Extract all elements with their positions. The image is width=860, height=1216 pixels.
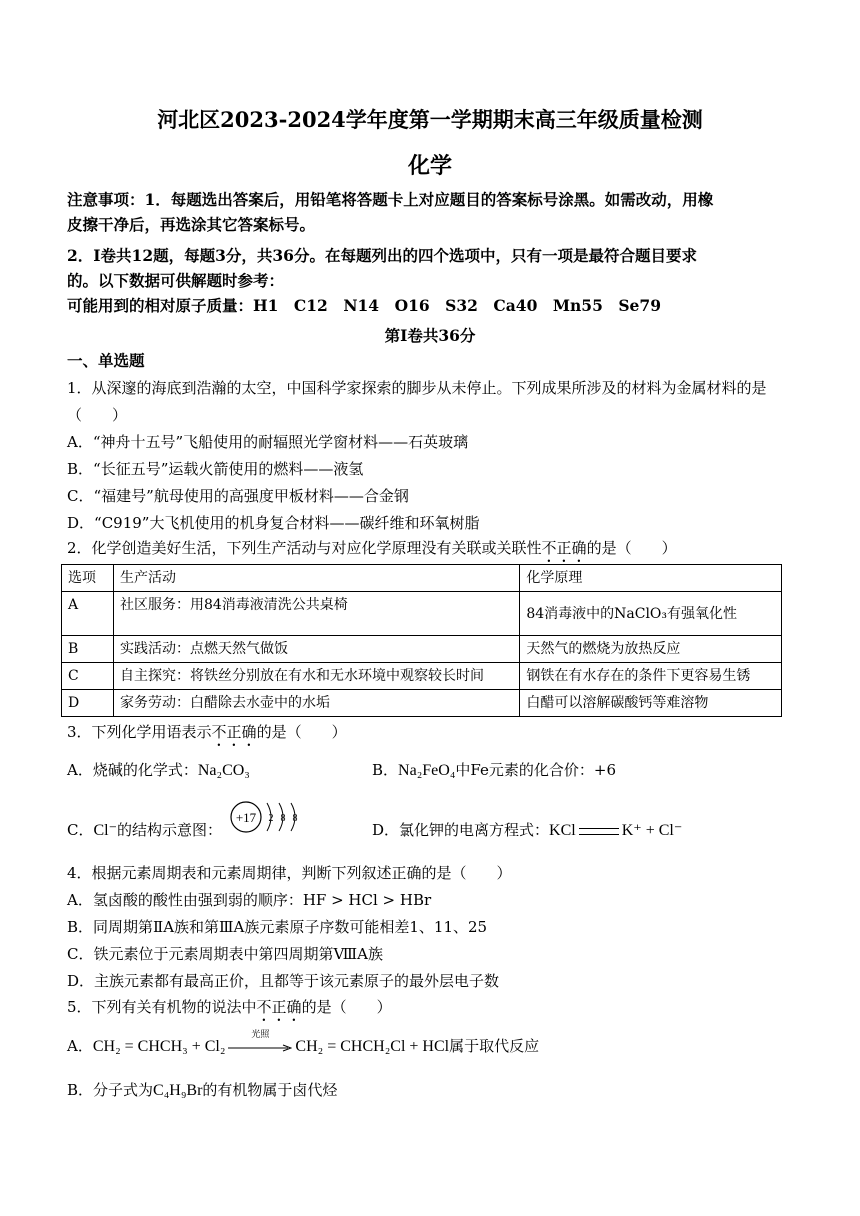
q5-a-right: CH₂ = CHCH₂Cl + HCl xyxy=(295,1038,450,1055)
exam-title: 河北区2023-2024学年度第一学期期末高三年级质量检测 xyxy=(157,107,703,132)
table-cell: A xyxy=(62,592,114,636)
part-heading: 一、单选题 xyxy=(67,351,145,370)
q5-b-text: 的有机物属于卤代烃 xyxy=(202,1081,338,1099)
table-header: 化学原理 xyxy=(520,565,782,592)
table-cell: 社区服务：用84消毒液清洗公共桌椅 xyxy=(113,592,519,636)
q3-d-left: KCl xyxy=(549,822,576,839)
q3-option-a xyxy=(67,760,250,781)
q3-c-ion: Cl⁻ xyxy=(93,822,118,839)
table-cell: 84消毒液中的NaClO₃有强氧化性 xyxy=(520,592,782,636)
q3-stem-post: 的是（ ） xyxy=(256,723,347,741)
notes-line-2: 皮擦干净后，再选涂其它答案标号。 xyxy=(67,215,316,234)
table-row xyxy=(62,663,782,690)
reaction-condition: 光照 xyxy=(251,1030,270,1040)
q1-option-a: A．“神舟十五号”飞船使用的耐辐照光学窗材料——石英玻璃 xyxy=(67,433,469,451)
table-cell: 实践活动：点燃天然气做饭 xyxy=(113,636,519,663)
equals-sign-icon xyxy=(579,828,619,835)
shell-electrons-3: 8 xyxy=(292,813,298,824)
q3-a-formula: Na₂CO₃ xyxy=(197,762,250,779)
atomic-mass-line: 可能用到的相对原子质量：H1 C12 N14 O16 S32 Ca40 Mn55 Se79 xyxy=(67,296,661,315)
q5-b-formula: C₄H₉Br xyxy=(153,1082,203,1099)
q5-stem-pre: 5．下列有关有机物的说法中 xyxy=(67,998,257,1016)
q5-a-label: A． xyxy=(67,1037,93,1055)
table-row xyxy=(62,636,782,663)
table-header: 选项 xyxy=(62,565,114,592)
table-cell: C xyxy=(62,663,114,690)
q3-stem xyxy=(67,722,347,750)
q3-a-label: A．烧碱的化学式： xyxy=(67,761,198,779)
q4-option-d: D．主族元素都有最高正价，且都等于该元素原子的最外层电子数 xyxy=(67,972,500,990)
table-row xyxy=(62,592,782,636)
q3-option-c xyxy=(67,820,222,841)
reaction-arrow-icon xyxy=(228,1030,292,1057)
q4-option-c: C．铁元素位于元素周期表中第四周期第ⅧA族 xyxy=(67,945,383,963)
q3-c-label: C． xyxy=(67,821,94,839)
chloride-ion-structure-diagram xyxy=(229,799,307,839)
q3-c-text: 的结构示意图： xyxy=(117,821,223,839)
q4-option-a: A．氢卤酸的酸性由强到弱的顺序：HF > HCl > HBr xyxy=(67,891,432,909)
table-header: 生产活动 xyxy=(113,565,519,592)
q2-stem-emphasis: 不正确 xyxy=(541,539,587,557)
table-cell: 钢铁在有水存在的条件下更容易生锈 xyxy=(520,663,782,690)
q1-option-d: D．“C919”大飞机使用的机身复合材料——碳纤维和环氧树脂 xyxy=(67,514,480,532)
q1-stem: 1．从深邃的海底到浩瀚的太空，中国科学家探索的脚步从未停止。下列成果所涉及的材料为金属材料的是 xyxy=(67,379,767,397)
section-heading: 第Ⅰ卷共36分 xyxy=(384,326,476,345)
q2-stem xyxy=(67,538,677,566)
q3-stem-emphasis: 不正确 xyxy=(211,723,257,741)
q2-stem-pre: 2．化学创造美好生活，下列生产活动与对应化学原理没有关联或关联性 xyxy=(67,539,542,557)
q1-option-b: B．“长征五号”运载火箭使用的燃料——液氢 xyxy=(67,460,364,478)
q5-stem-emphasis: 不正确 xyxy=(256,998,302,1016)
table-cell: B xyxy=(62,636,114,663)
q1-paren: （ ） xyxy=(67,406,128,424)
q2-stem-post: 的是（ ） xyxy=(586,539,677,557)
q3-option-b xyxy=(372,760,616,781)
notes-line-3: 2．Ⅰ卷共12题，每题3分，共36分。在每题列出的四个选项中，只有一项是最符合题目要求 xyxy=(67,246,697,265)
q3-b-label: B． xyxy=(372,761,399,779)
q4-stem: 4．根据元素周期表和元素周期律，判断下列叙述正确的是（ ） xyxy=(67,864,512,882)
arrow-line-icon xyxy=(228,1044,292,1052)
shell-electrons-2: 8 xyxy=(280,813,286,824)
q5-a-text: 属于取代反应 xyxy=(449,1037,540,1055)
table-header-row xyxy=(62,565,782,592)
q3-b-formula: Na₂FeO₄ xyxy=(398,762,456,779)
table-cell: D xyxy=(62,690,114,717)
table-cell: 家务劳动：白醋除去水壶中的水垢 xyxy=(113,690,519,717)
table-cell: 白醋可以溶解碳酸钙等难溶物 xyxy=(520,690,782,717)
q4-option-b: B．同周期第ⅡA族和第ⅢA族元素原子序数可能相差1、11、25 xyxy=(67,918,488,936)
shell-electrons-1: 2 xyxy=(268,813,274,824)
q5-stem-post: 的是（ ） xyxy=(301,998,392,1016)
q3-stem-pre: 3．下列化学用语表示 xyxy=(67,723,212,741)
q5-b-label: B．分子式为 xyxy=(67,1081,154,1099)
q5-a-left: CH₂ = CHCH₃ + Cl₂ xyxy=(92,1038,226,1055)
subject-title: 化学 xyxy=(407,153,452,179)
notes-line-4: 的。以下数据可供解题时参考： xyxy=(67,271,285,290)
notes-line-1: 注意事项：1．每题选出答案后，用铅笔将答题卡上对应题目的答案标号涂黑。如需改动，用橡 xyxy=(67,190,714,209)
q3-b-text: 中Fe元素的化合价：+6 xyxy=(455,761,616,779)
q1-option-c: C．“福建号”航母使用的高强度甲板材料——合金钢 xyxy=(67,487,409,505)
q2-table xyxy=(61,564,782,717)
nucleus-charge: +17 xyxy=(235,810,257,825)
table-cell: 天然气的燃烧为放热反应 xyxy=(520,636,782,663)
q3-option-d xyxy=(372,820,682,841)
table-row xyxy=(62,690,782,717)
table-cell: 自主探究：将铁丝分别放在有水和无水环境中观察较长时间 xyxy=(113,663,519,690)
q3-d-right: K⁺ + Cl⁻ xyxy=(621,822,683,839)
q5-stem xyxy=(67,997,392,1025)
q5-option-a xyxy=(67,1030,540,1057)
q5-option-b xyxy=(67,1080,337,1101)
q3-d-label: D．氯化钾的电离方程式： xyxy=(372,821,550,839)
